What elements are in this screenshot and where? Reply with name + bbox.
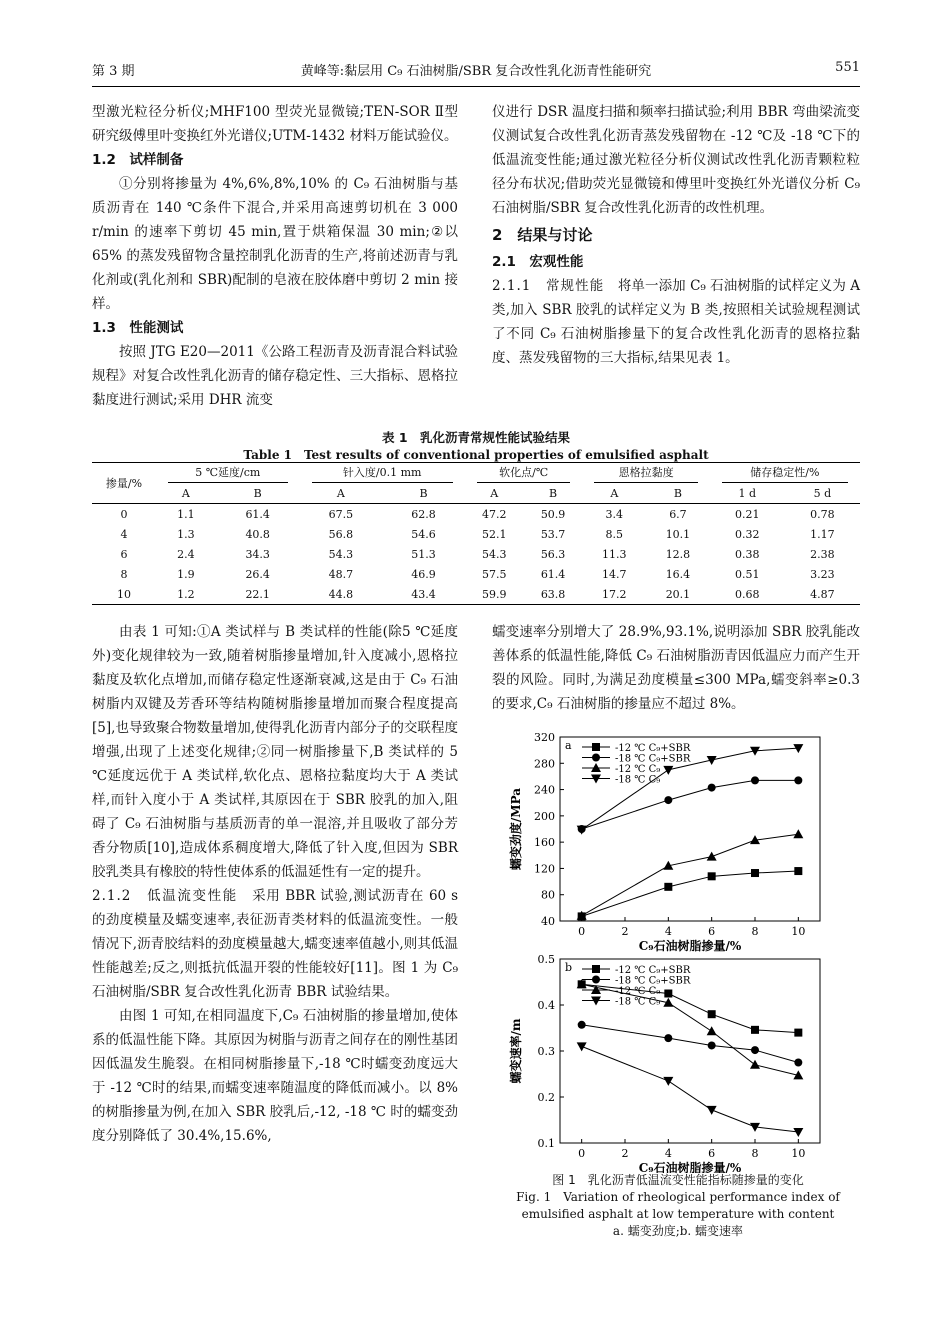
table-subheader: A (156, 483, 216, 504)
marker-triangle-up (707, 852, 717, 861)
table-cell: 20.1 (646, 584, 710, 605)
legend-label: -18 ℃ C₉+SBR (615, 975, 691, 987)
chart-creep-rate (500, 955, 840, 1173)
table-row (92, 524, 860, 544)
table-group-header: 5 ℃延度/cm (156, 463, 300, 484)
table-cell: 43.4 (382, 584, 465, 605)
table-cell: 12.8 (665, 547, 691, 561)
y-tick-label: 0.2 (537, 1091, 555, 1104)
legend-label: -18 ℃ C₉ (615, 774, 661, 786)
table-cell: 1.2 (156, 584, 216, 605)
marker-triangle-down (663, 766, 673, 775)
paragraph: 按照 JTG E20—2011《公路工程沥青及沥青混合料试验规程》对复合改性乳化沥青的储存稳定性、三大指标、恩格拉黏度进行测试;采用 DHR 流变 (92, 344, 458, 408)
marker-square (751, 869, 759, 877)
table-cell: 8 (120, 567, 128, 581)
paragraph: ①分别将掺量为 4%,6%,8%,10% 的 C₉ 石油树脂与基质沥青在 140 ℃条件下混合,并采用高速剪切机在 3 000 r/min 的速率下剪切 45 min,置于烘箱保温 30 min;②以 65% 的蒸发残留物含量控制乳化沥青的生产,将前述沥青与乳化剂或(乳化剂和 SBR)配制的皂液在胶体磨中剪切 2 min 接样。 (92, 176, 458, 312)
table-header-content: 掺量/% (92, 463, 156, 504)
table-cell: 26.4 (245, 567, 270, 581)
y-tick-label: 40 (541, 915, 555, 928)
table-group-header: 恩格拉黏度 (582, 463, 709, 484)
marker-square (794, 867, 802, 875)
table-cell: 10 (92, 584, 156, 605)
subsection-heading-2-1-1: 2.1.1 常规性能 (492, 278, 605, 294)
table-cell: 3.4 (605, 507, 624, 521)
left-column-top (92, 100, 458, 412)
marker-circle (794, 1059, 802, 1067)
figure-caption-cn: 图 1 乳化沥青低温流变性能指标随掺量的变化 (552, 1173, 804, 1187)
table-cell: 61.4 (245, 507, 270, 521)
table-cell: 17.2 (582, 584, 646, 605)
table-subheader: 1 d (710, 483, 785, 504)
table-subheader: A (465, 483, 524, 504)
table-cell: 16.4 (665, 567, 691, 581)
table-cell: 10.1 (665, 527, 691, 541)
y-tick-label: 0.3 (537, 1045, 555, 1058)
table-cell: 0.78 (810, 507, 835, 521)
legend-label: -12 ℃ C₉+SBR (615, 965, 691, 976)
table-title-en: Table 1 Test results of conventional properties of emulsified asphalt (243, 448, 709, 462)
table-cell: 48.7 (328, 567, 354, 581)
table-cell: 63.8 (524, 584, 583, 605)
series-line (582, 780, 799, 829)
table-subheader: A (300, 483, 383, 504)
table-cell: 44.8 (300, 584, 383, 605)
series-line (582, 1046, 799, 1132)
x-tick-label: 2 (621, 1147, 629, 1160)
paragraph: 采用 BBR 试验,测试沥青在 60 s 的劲度模量及蠕变速率,表征沥青类材料的低温流变性。一般情况下,沥青胶结料的劲度模量越大,蠕变速率值越小,则其低温性能越差;反之,则抵抗低温开裂的性能较好[11]。图 1 为 C₉ 石油树脂/SBR 复合改性乳化沥青 BBR 试验结果。 (92, 888, 458, 1000)
table-row (92, 584, 860, 605)
legend-label: -12 ℃ C₉ (615, 764, 661, 775)
paragraph: 蠕变速率分别增大了 28.9%,93.1%,说明添加 SBR 胶乳能改善体系的低温性能,降低 C₉ 石油树脂沥青因低温应力而产生开裂的风险。同时,为满足劲度模量≤300 MPa,蠕变斜率≥0.3 的要求,C₉ 石油树脂的掺量应不超过 8%。 (492, 624, 860, 712)
table-cell: 56.3 (540, 547, 566, 561)
table-group-header: 储存稳定性/% (710, 463, 860, 484)
panel-label: a (565, 739, 572, 752)
table-cell: 47.2 (481, 507, 507, 521)
section-heading-2: 2 结果与讨论 (492, 226, 593, 244)
y-axis-label: 蠕变速率/m (509, 1018, 523, 1084)
table-cell: 67.5 (328, 507, 354, 521)
table-cell: 1.3 (177, 527, 195, 541)
marker-square (708, 872, 716, 880)
figure-caption-en-1: Fig. 1 Variation of rheological performance index of (516, 1190, 840, 1204)
right-column-bottom (492, 620, 860, 716)
table-cell: 0.68 (710, 584, 785, 605)
marker-circle (751, 1046, 759, 1054)
x-tick-label: 4 (664, 1147, 672, 1160)
table-cell: 40.8 (245, 527, 270, 541)
marker-square (794, 1029, 802, 1037)
marker-circle (664, 796, 672, 804)
paragraph: 将单一添加 C₉ 石油树脂的试样定义为 A 类,加入 SBR 胶乳的试样定义为 B 类,按照相关试验规程测试了不同 C₉ 石油树脂掺量下的复合改性乳化沥青的恩格拉黏度、蒸发残留物的三大指标,结果见表 1。 (492, 278, 860, 366)
panel-label: b (565, 961, 573, 974)
marker-circle (708, 784, 716, 792)
table-cell: 1.9 (177, 567, 195, 581)
marker-square (592, 743, 600, 751)
table-group-header: 针入度/0.1 mm (300, 463, 465, 484)
marker-square (664, 990, 672, 998)
table-cell: 53.7 (540, 527, 566, 541)
table-cell: 14.7 (602, 567, 627, 581)
table-cell: 46.9 (411, 567, 436, 581)
y-tick-label: 320 (534, 733, 555, 744)
y-tick-label: 0.5 (537, 955, 555, 966)
table-row (92, 504, 860, 525)
figure-caption-sub: a. 蠕变劲度;b. 蠕变速率 (612, 1224, 744, 1238)
marker-circle (708, 1041, 716, 1049)
marker-triangle-up (750, 1060, 760, 1069)
table-cell: 2.4 (177, 547, 195, 561)
marker-square (708, 1010, 716, 1018)
issue-number: 第 3 期 (92, 64, 135, 79)
marker-square (751, 1026, 759, 1034)
table-subheader: B (524, 483, 583, 504)
table-cell: 22.1 (216, 584, 300, 605)
legend-label: -18 ℃ C₉+SBR (615, 753, 691, 765)
running-header (92, 60, 860, 86)
table-cell: 1.17 (810, 527, 835, 541)
figure-caption-en-2: emulsified asphalt at low temperature with content (521, 1207, 835, 1221)
table-cell: 1.1 (177, 507, 195, 521)
table-cell: 52.1 (481, 527, 507, 541)
y-tick-label: 0.4 (537, 999, 555, 1012)
marker-triangle-up (707, 1026, 717, 1035)
right-column-top (492, 100, 860, 370)
left-column-bottom (92, 620, 458, 1148)
table-cell: 6.7 (669, 507, 687, 521)
table-cell: 0.51 (735, 567, 760, 581)
y-tick-label: 200 (534, 809, 555, 823)
table-cell: 0.38 (735, 547, 760, 561)
table-cell: 4.87 (785, 584, 860, 605)
marker-circle (664, 1034, 672, 1042)
table-cell: 59.9 (465, 584, 524, 605)
y-tick-label: 160 (534, 836, 555, 850)
table-row (92, 544, 860, 564)
table-cell: 11.3 (602, 547, 627, 561)
y-axis-label: 蠕变劲度/MPa (509, 787, 523, 871)
section-heading-1-2: 1.2 试样制备 (92, 152, 184, 168)
marker-triangle-down (707, 1106, 717, 1115)
marker-circle (751, 776, 759, 784)
table-title-cn: 表 1 乳化沥青常规性能试验结果 (381, 430, 571, 445)
table-cell: 62.8 (411, 507, 436, 521)
table-subheader: B (646, 483, 710, 504)
x-tick-label: 4 (664, 925, 672, 938)
figure-caption (500, 1172, 856, 1240)
x-axis-label: C₉石油树脂掺量/% (638, 1161, 742, 1173)
marker-circle (592, 976, 600, 984)
table-cell: 8.5 (605, 527, 624, 541)
x-tick-label: 0 (578, 1147, 586, 1160)
y-tick-label: 280 (534, 757, 555, 771)
running-title: 黄峰等:黏层用 C₉ 石油树脂/SBR 复合改性乳化沥青性能研究 (300, 64, 652, 79)
marker-triangle-down (663, 1077, 673, 1086)
table-cell: 34.3 (245, 547, 270, 561)
table-cell: 61.4 (540, 567, 566, 581)
table-cell: 0.32 (735, 527, 760, 541)
table-group-header: 软化点/℃ (465, 463, 583, 484)
legend-label: -12 ℃ C₉ (615, 986, 661, 997)
chart-creep-stiffness (500, 733, 840, 955)
table-subheader: A (582, 483, 646, 504)
section-heading-2-1: 2.1 宏观性能 (492, 254, 584, 270)
marker-circle (592, 754, 600, 762)
paragraph: 由表 1 可知:①A 类试样与 B 类试样的性能(除5 ℃延度外)变化规律较为一致,随着树脂掺量增加,针入度减小,恩格拉黏度及软化点增加,而储存稳定性逐渐衰减,这是由于 C₉ 石油树脂内双键及芳香环等结构随树脂掺量增加而聚合程度提高[5],也导致聚合物数量增加,使得乳化沥青内部分子的交联程度增强,出现了上述变化规律;②同一树脂掺量下,B 类试样的 5 ℃延度远优于 A 类试样,软化点、恩格拉黏度均大于 A 类试样,而针入度小于 A 类试样,其原因在于 SBR 胶乳的加入,阻碍了 C₉ 石油树脂与基质沥青的单一混溶,并且吸收了部分芳香分物质[10],造成体系稠度增大,降低了针入度,但因为 SBR 胶乳类具有橡胶的特性使体系的低温延性有一定的提升。 (92, 624, 458, 880)
table-cell: 54.6 (411, 527, 436, 541)
marker-square (664, 883, 672, 891)
marker-square (592, 965, 600, 973)
legend-label: -18 ℃ C₉ (615, 996, 661, 1008)
y-tick-label: 0.1 (537, 1137, 555, 1150)
results-table (92, 462, 860, 605)
marker-circle (794, 776, 802, 784)
marker-triangle-down (577, 1042, 587, 1051)
table-cell: 4 (120, 527, 128, 541)
x-tick-label: 6 (708, 1147, 716, 1160)
page-number: 551 (835, 60, 860, 75)
table-cell: 57.5 (481, 567, 507, 581)
x-tick-label: 10 (791, 925, 806, 938)
x-tick-label: 0 (578, 925, 586, 938)
header-rule (92, 86, 860, 87)
table-subheader: B (382, 483, 465, 504)
table-cell: 51.3 (411, 547, 436, 561)
table-cell: 50.9 (540, 507, 566, 521)
table-cell: 54.3 (481, 547, 507, 561)
table-cell: 2.38 (810, 547, 835, 561)
section-heading-1-3: 1.3 性能测试 (92, 320, 184, 336)
table-row (92, 564, 860, 584)
series-line (582, 871, 799, 916)
table-cell: 0 (120, 507, 128, 521)
paragraph: 仪进行 DSR 温度扫描和频率扫描试验;利用 BBR 弯曲梁流变仪测试复合改性乳化沥青蒸发残留物在 -12 ℃及 -18 ℃下的低温流变性能;通过激光粒径分析仪测试改性乳化沥青颗粒粒径分布状况;借助荧光显微镜和傅里叶变换红外光谱仪分析 C₉ 石油树脂/SBR 复合改性乳化沥青的改性机理。 (492, 104, 860, 216)
paragraph: 由图 1 可知,在相同温度下,C₉ 石油树脂的掺量增加,使体系的低温性能下降。其原因为树脂与沥青之间存在的刚性基团因低温发生脆裂。在相同树脂掺量下,-18 ℃时蠕变劲度远大于 -12 ℃时的结果,而蠕变速率随温度的降低而减小。以 8% 的树脂掺量为例,在加入 SBR 胶乳后,-12, -18 ℃ 时的蠕变劲度分别降低了 30.4%,15.6%, (92, 1008, 458, 1144)
y-tick-label: 120 (534, 862, 555, 876)
marker-circle (578, 1021, 586, 1029)
x-tick-label: 10 (791, 1147, 806, 1160)
x-tick-label: 6 (708, 925, 716, 938)
table-cell: 0.21 (735, 507, 760, 521)
table-cell: 54.3 (328, 547, 354, 561)
marker-triangle-down (793, 1128, 803, 1137)
table-cell: 3.23 (810, 567, 835, 581)
x-tick-label: 8 (751, 925, 759, 938)
legend-label: -12 ℃ C₉+SBR (615, 743, 691, 754)
subsection-heading-2-1-2: 2.1.2 低温流变性能 (92, 888, 238, 904)
x-tick-label: 2 (621, 925, 629, 938)
series-line (582, 834, 799, 915)
marker-triangle-up (793, 829, 803, 838)
y-tick-label: 240 (534, 783, 555, 797)
y-tick-label: 80 (541, 888, 555, 902)
table-subheader: 5 d (785, 483, 860, 504)
table-cell: 6 (120, 547, 128, 561)
table-cell: 56.8 (328, 527, 354, 541)
paragraph: 型激光粒径分析仪;MHF100 型荧光显微镜;TEN-SOR Ⅱ型研究级傅里叶变换红外光谱仪;UTM-1432 材料万能试验仪。 (92, 104, 458, 144)
x-tick-label: 8 (751, 1147, 759, 1160)
x-axis-label: C₉石油树脂掺量/% (638, 939, 742, 953)
table-subheader: B (216, 483, 300, 504)
